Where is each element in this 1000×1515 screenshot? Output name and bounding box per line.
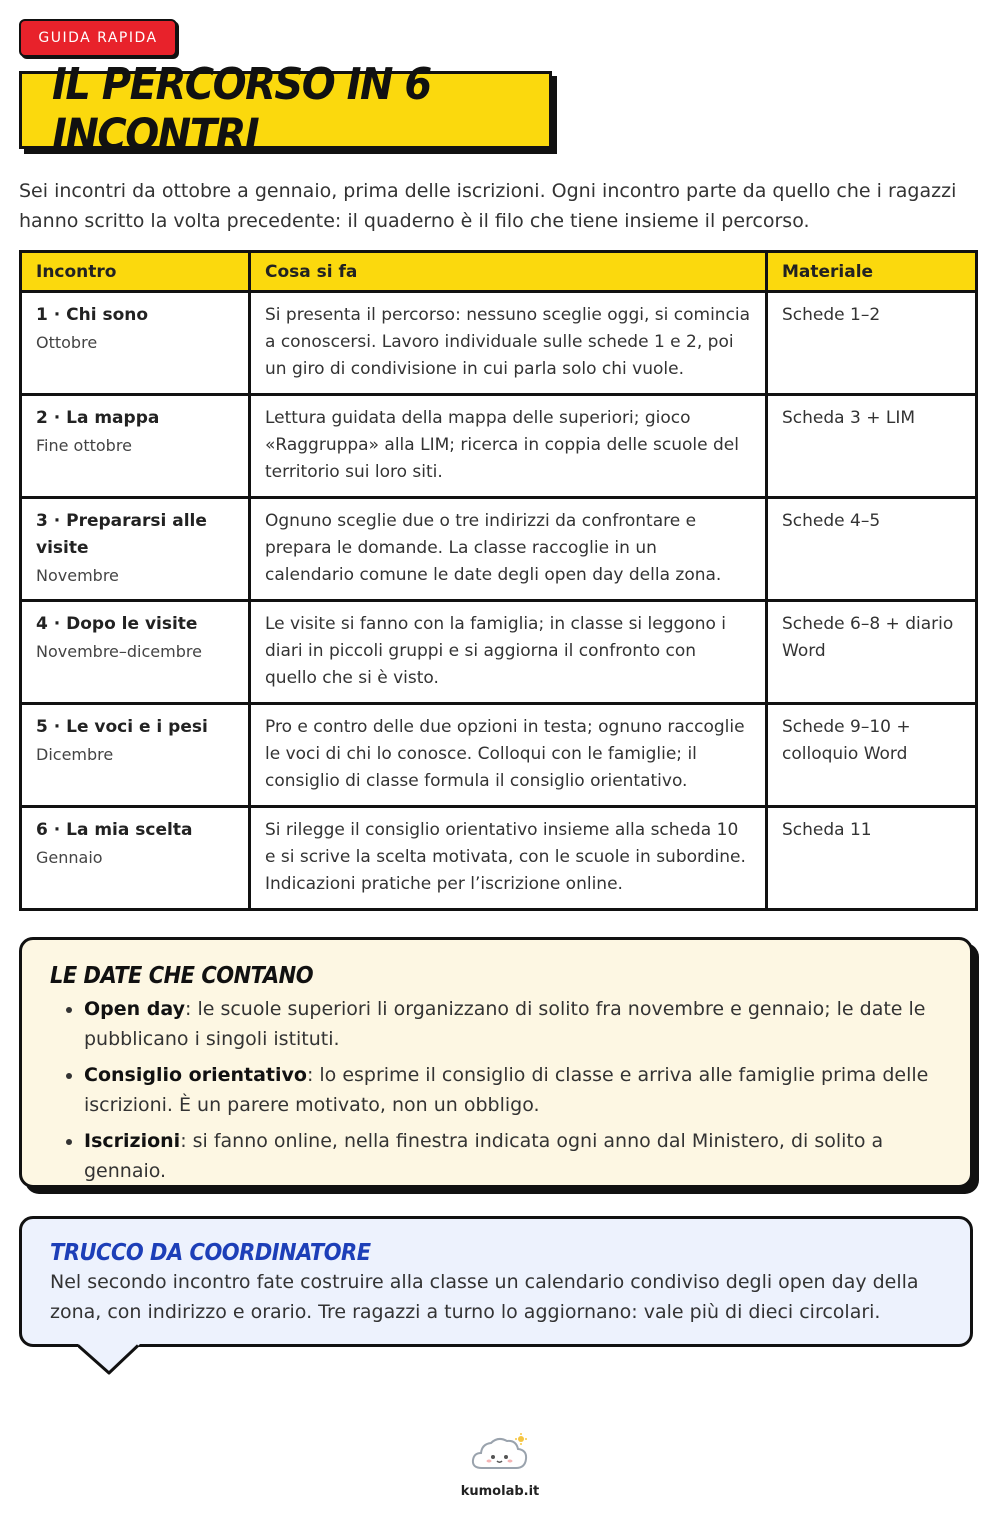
activity-cell: Si rilegge il consiglio orientativo insieme alla scheda 10 e si scrive la scelta motivata, con le scuole in subordine. Indicazioni pratiche per l’iscrizione online. [250,807,767,910]
material-cell: Schede 1–2 [767,292,977,395]
header-incontro: Incontro [21,252,250,292]
meeting-period: Novembre [36,566,119,585]
site-name: kumolab.it [460,1484,540,1499]
meeting-cell [21,292,250,395]
material-cell: Schede 4–5 [767,498,977,601]
coordinator-tip-box [19,1216,973,1347]
meeting-cell [21,498,250,601]
material-cell: Schede 9–10 + colloquio Word [767,704,977,807]
footer [0,1432,1000,1499]
list-item [84,1060,942,1120]
key-dates-box [19,937,973,1188]
meeting-cell [21,807,250,910]
cloud-mascot-icon [468,1432,532,1474]
tip-title: TRUCCO DA COORDINATORE [50,1239,371,1266]
meeting-period: Novembre–dicembre [36,642,202,661]
title-banner [19,59,552,161]
item-term: Consiglio orientativo [84,1064,307,1086]
table-row [21,395,977,498]
key-dates-list [50,994,942,1186]
meetings-table [19,250,978,911]
key-dates-title: LE DATE CHE CONTANO [50,962,314,989]
tip-text: Nel secondo incontro fate costruire alla classe un calendario condiviso degli open day della zona, con indirizzo e orario. Tre ragazzi a turno lo aggiornano: vale più di dieci circolari. [50,1271,919,1323]
table-row [21,498,977,601]
table-row [21,601,977,704]
meeting-period: Fine ottobre [36,436,132,455]
intro-paragraph: Sei incontri da ottobre a gennaio, prima delle iscrizioni. Ogni incontro parte da quello che i ragazzi hanno scritto la volta precedente: il quaderno è il filo che tiene insieme il percorso. [19,180,957,232]
item-text: : lo esprime il consiglio di classe e arriva alle famiglie prima delle iscrizioni. È un parere motivato, non un obbligo. [84,1064,929,1116]
guide-badge: GUIDA RAPIDA [19,19,177,57]
material-cell: Scheda 11 [767,807,977,910]
table-header-row [21,252,977,292]
list-item [84,1126,942,1186]
meeting-name: 3 · Prepararsi alle visite [36,511,207,558]
material-cell: Schede 6–8 + diario Word [767,601,977,704]
activity-cell: Lettura guidata della mappa delle superiori; gioco «Raggruppa» alla LIM; ricerca in coppia delle scuole del territorio sui loro siti. [250,395,767,498]
meeting-cell [21,395,250,498]
meeting-name: 2 · La mappa [36,408,160,428]
header-cosa-si-fa: Cosa si fa [250,252,767,292]
speech-bubble-tail [78,1344,140,1376]
table-row [21,807,977,910]
meeting-period: Gennaio [36,848,103,867]
meeting-cell [21,704,250,807]
item-term: Iscrizioni [84,1130,181,1152]
meeting-cell [21,601,250,704]
material-cell: Scheda 3 + LIM [767,395,977,498]
table-row [21,292,977,395]
header-materiale: Materiale [767,252,977,292]
item-text: : si fanno online, nella finestra indicata ogni anno dal Ministero, di solito a gennaio. [84,1130,884,1182]
page-title: IL PERCORSO IN 6 INCONTRI [52,59,431,161]
meeting-period: Dicembre [36,745,114,764]
meeting-name: 1 · Chi sono [36,305,149,325]
meeting-name: 5 · Le voci e i pesi [36,717,208,737]
activity-cell: Ognuno sceglie due o tre indirizzi da confrontare e prepara le domande. La classe raccoglie in un calendario comune le date degli open day della zona. [250,498,767,601]
item-text: : le scuole superiori li organizzano di solito fra novembre e gennaio; le date le pubblicano i singoli istituti. [84,998,926,1050]
meeting-name: 4 · Dopo le visite [36,614,198,634]
meeting-name: 6 · La mia scelta [36,820,193,840]
item-term: Open day [84,998,186,1020]
list-item [84,994,942,1054]
meeting-period: Ottobre [36,333,98,352]
activity-cell: Pro e contro delle due opzioni in testa; ognuno raccoglie le voci di chi lo conosce. Colloqui con le famiglie; il consiglio di classe formula il consiglio orientativo. [250,704,767,807]
activity-cell: Le visite si fanno con la famiglia; in classe si leggono i diari in piccoli gruppi e si aggiorna il confronto con quello che si è visto. [250,601,767,704]
table-row [21,704,977,807]
activity-cell: Si presenta il percorso: nessuno sceglie oggi, si comincia a conoscersi. Lavoro individuale sulle schede 1 e 2, poi un giro di condivisione in cui parla solo chi vuole. [250,292,767,395]
